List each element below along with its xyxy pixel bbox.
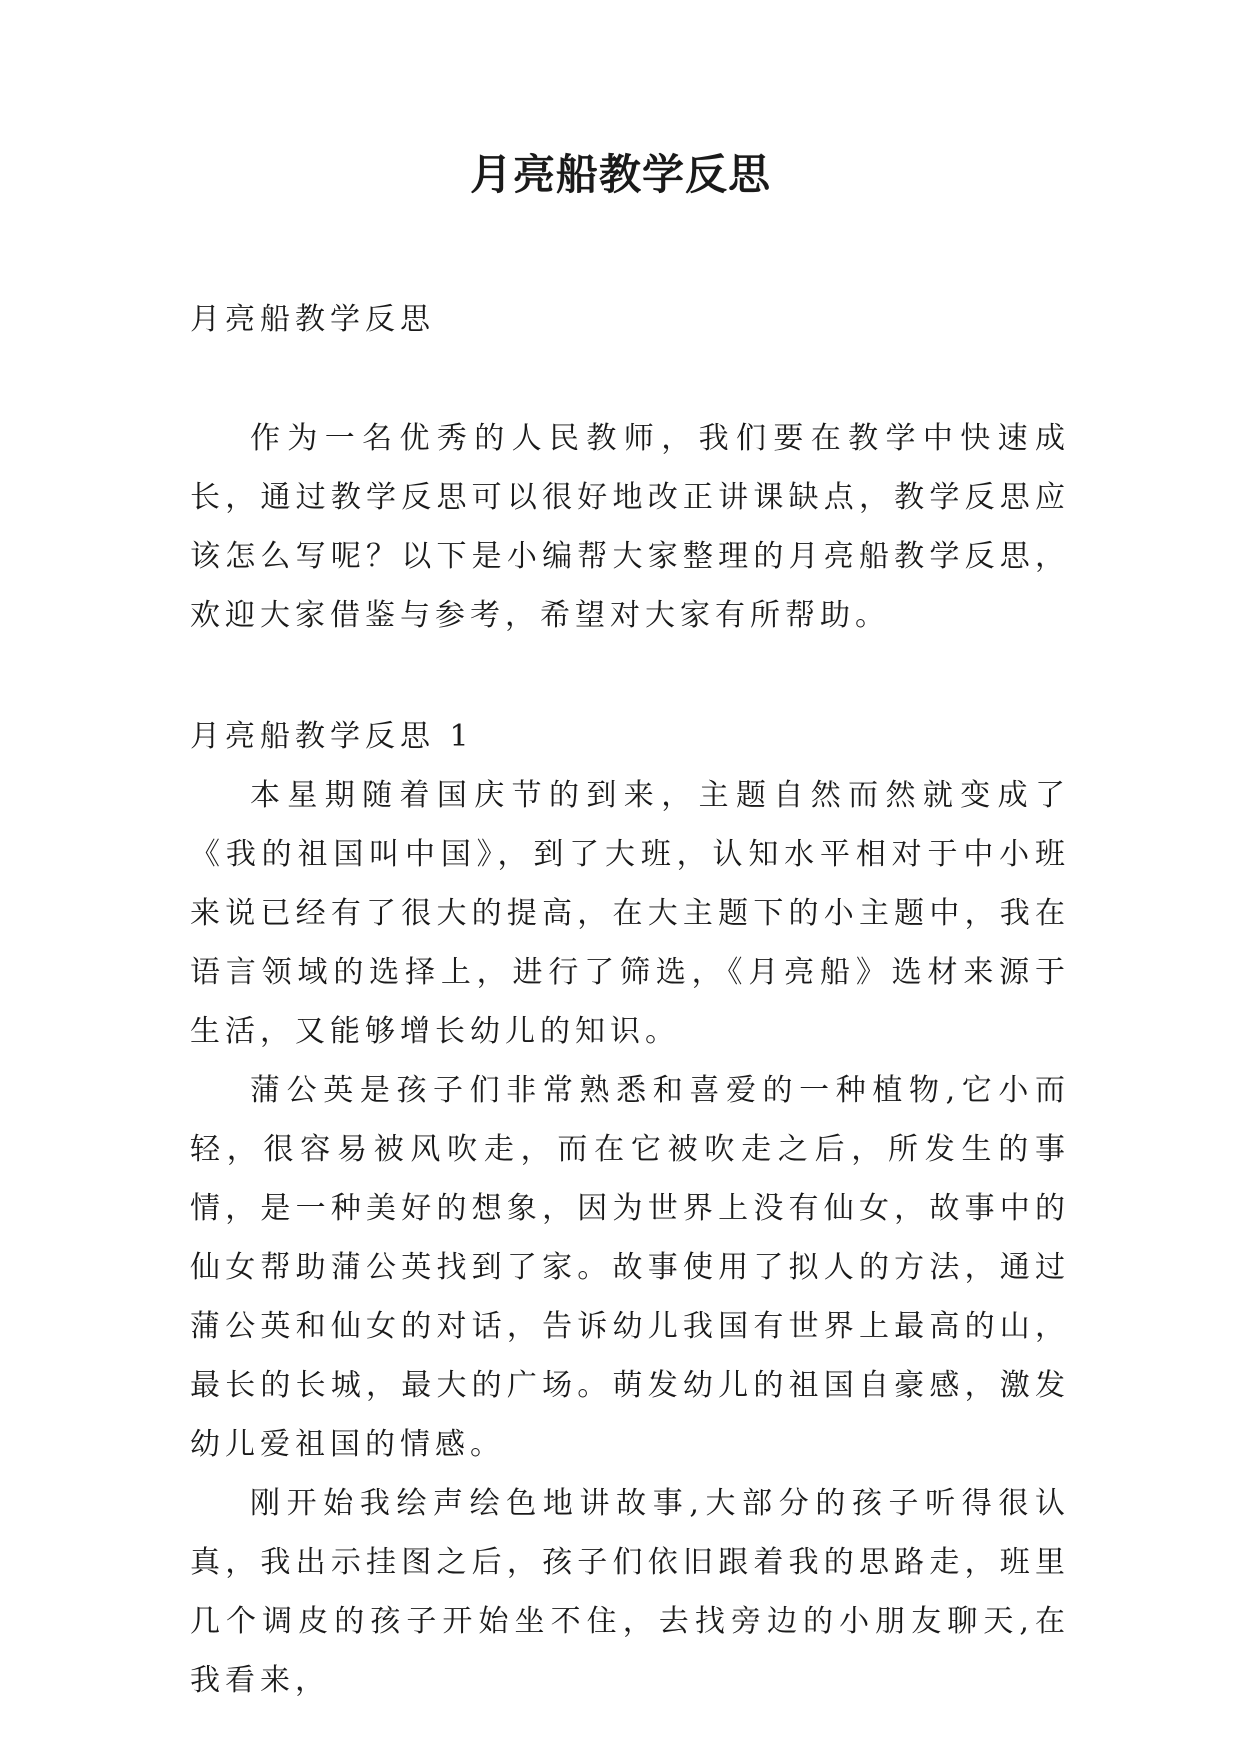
body-paragraph: 刚开始我绘声绘色地讲故事,大部分的孩子听得很认真，我出示挂图之后，孩子们依旧跟着我的思路走，班里几个调皮的孩子开始坐不住，去找旁边的小朋友聊天,在我看来， [190,1486,1070,1698]
section-heading: 月亮船教学反思 1 [190,719,474,754]
intro-paragraph: 作为一名优秀的人民教师，我们要在教学中快速成长，通过教学反思可以很好地改正讲课缺点，教学反思应该怎么写呢？以下是小编帮大家整理的月亮船教学反思，欢迎大家借鉴与参考，希望对大家有所帮助。 [190,421,1070,633]
document-body [190,290,1070,1710]
body-paragraph: 蒲公英是孩子们非常熟悉和喜爱的一种植物,它小而轻，很容易被风吹走，而在它被吹走之后，所发生的事情，是一种美好的想象，因为世界上没有仙女，故事中的仙女帮助蒲公英找到了家。故事使用了拟人的方法，通过蒲公英和仙女的对话，告诉幼儿我国有世界上最高的山，最长的长城，最大的广场。萌发幼儿的祖国自豪感，激发幼儿爱祖国的情感。 [190,1073,1070,1462]
subtitle-line: 月亮船教学反思 [190,302,435,337]
body-paragraph: 本星期随着国庆节的到来，主题自然而然就变成了《我的祖国叫中国》，到了大班，认知水平相对于中小班来说已经有了很大的提高，在大主题下的小主题中，我在语言领域的选择上，进行了筛选，《月亮船》选材来源于生活，又能够增长幼儿的知识。 [190,778,1070,1049]
document-title: 月亮船教学反思 [469,150,771,199]
